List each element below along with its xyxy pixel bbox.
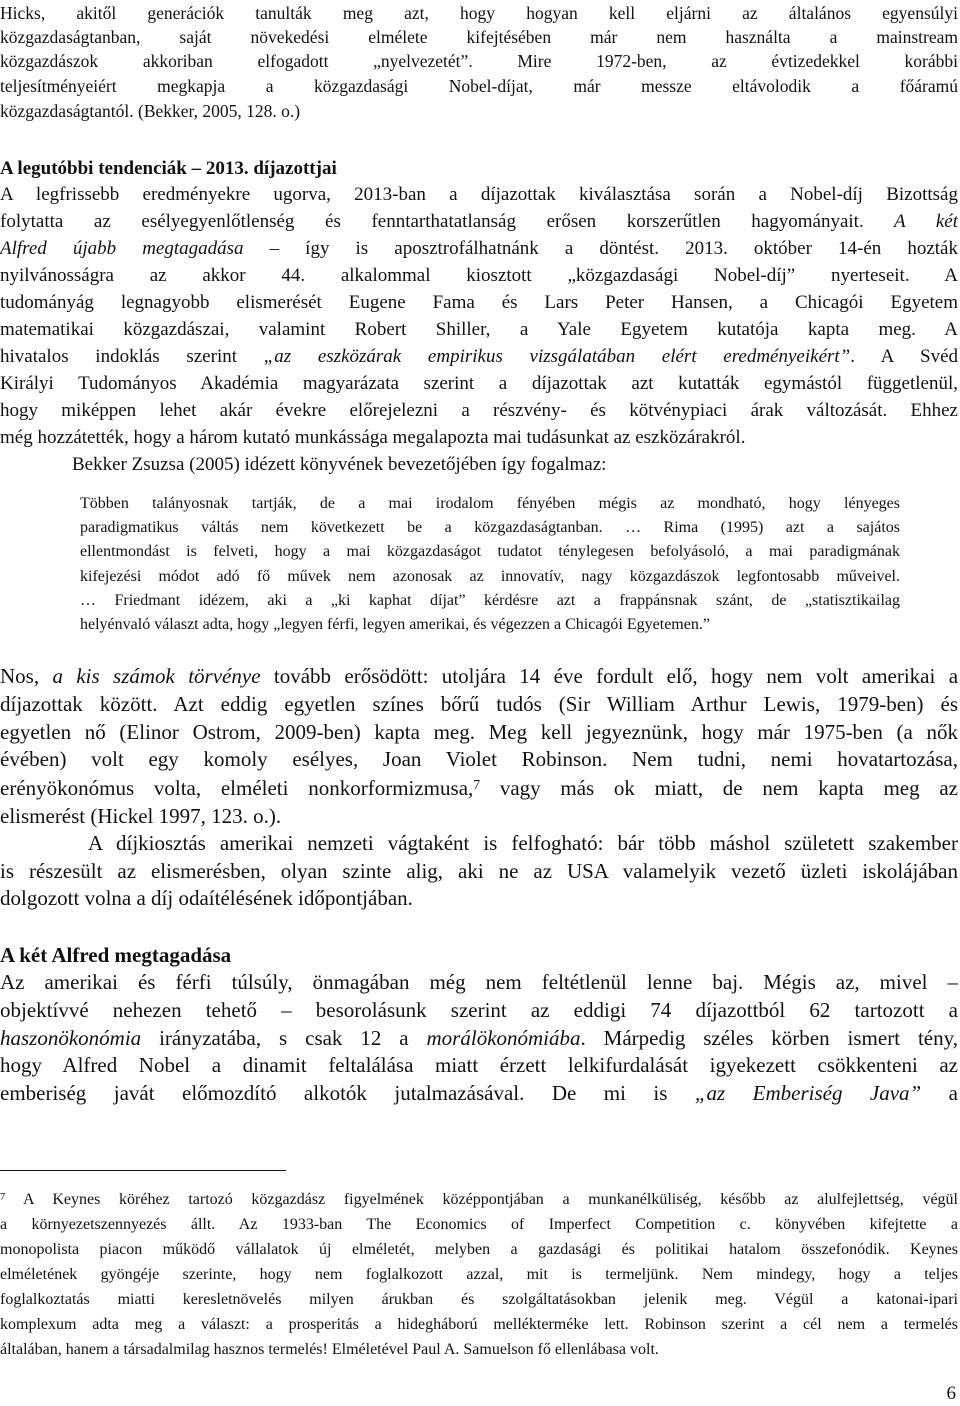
intro-line: Hicks, akitől generációk tanulták meg azt, hogy hogyan kell eljárni az általános egyensúlyi [0, 3, 958, 23]
footnote-line: általában, hanem a társadalmilag hasznos termelés! Elméletével Paul A. Samuelson fő ellenlábasa volt. [0, 1341, 659, 1358]
body-line: hivatalos indoklás szerint „az eszközárak empirikus vizsgálatában elért eredményeikért”. A Svéd [0, 346, 958, 367]
footnote-number: 7 [0, 1191, 6, 1203]
body-line: dolgozott volna a díj odaítélésének időpontjában. [0, 886, 413, 910]
body-line-indented: Bekker Zsuzsa (2005) idézett könyvének bevezetőjében így fogalmaz: [72, 454, 607, 475]
quote-line: helyénvaló választ adta, hogy „legyen férfi, legyen amerikai, és végezzen a Chicagói Egyetemen.” [80, 616, 710, 633]
body-line: Az amerikai és férfi túlsúly, önmagában még nem feltétlenül lenne baj. Mégis az, mivel – [0, 970, 958, 994]
body-line: Királyi Tudományos Akadémia magyarázata szerint a díjazottak azt kutatták egymástól függetlenül, [0, 373, 958, 394]
footnote-line: $^7$ A Keynes köréhez tartozó közgazdász figyelmének középpontjában a munkanélküliség, később az alulfejlettség, végül [0, 1191, 958, 1208]
body-line: egyetlen nő (Elinor Ostrom, 2009-ben) kapta meg. Meg kell jegyeznünk, hogy már 1975-ben (a nők [0, 720, 958, 744]
intro-line: közgazdaságtanban, saját növekedési elmélete kifejtésében már nem használta a mainstream [0, 27, 958, 47]
quote-line: … Friedmant idézem, aki a „ki kaphat díjat” kérdésre azt a frappánsnak szánt, de „statisztikailag [80, 592, 900, 609]
body-line: A legfrissebb eredményekre ugorva, 2013-ban a díjazottak kiválasztása során a Nobel-díj Bizottság [0, 184, 958, 205]
body-line: folytatta az esélyegyenlőtlenség és fenntarthatatlanság erősen korszerűtlen hagyományait. A két [0, 211, 958, 232]
footnote-line: foglalkoztatás miatti keresletnövelés milyen árukban és szolgáltatásokban jelenik meg. Végül a katonai-ipari [0, 1291, 958, 1308]
body-line: hogy miképpen lehet akár évekre előrejelezni a részvény- és kötvénypiaci árak változását. Ehhez [0, 400, 958, 421]
footnote-line: komplexum adta meg a választ: a prosperitás a hidegháború mellékterméke lett. Robinson szerint a cél nem a termelés [0, 1316, 958, 1333]
body-line: emberiség javát előmozdító alkotók jutalmazásával. De mi is „az Emberiség Java” a [0, 1081, 958, 1105]
footnote-line: a környezetszennyezés állt. Az 1933-ban The Economics of Imperfect Competition c. könyvében kifejtette a [0, 1216, 958, 1233]
body-line: matematikai közgazdászai, valamint Robert Shiller, a Yale Egyetem kutatója kapta meg. A [0, 319, 958, 340]
body-line-indented: A díjkiosztás amerikai nemzeti vágtaként is felfogható: bár több máshol született szakember [88, 831, 958, 855]
body-line: elismerést (Hickel 1997, 123. o.). [0, 804, 282, 828]
body-line: évében) volt egy komoly esélyes, Joan Violet Robinson. Nem tudni, nemi hovatartozása, [0, 747, 958, 771]
footnote-ref[interactable]: 7 [473, 777, 481, 793]
section-heading-tendenciak: A legutóbbi tendenciák – 2013. díjazottjai [0, 158, 337, 179]
footnote-line: elméletének gyöngéje szerinte, hogy nem foglalkozott azzal, mit is termeljünk. Nem mindegy, hogy a teljes [0, 1266, 958, 1283]
footnote-line: monopolista piacon működő vállalatok új elméletét, melyben a gazdasági és politikai hatalom összefonódik. Keynes [0, 1241, 958, 1258]
body-line: erényökonómus volta, elméleti nonkorformizmusa,$^7$ vagy más ok miatt, de nem kapta meg az [0, 776, 958, 800]
section-heading-ket-alfred: A két Alfred megtagadása [0, 943, 232, 967]
body-line: objektívvé nehezen tehető – besorolásunk szerint az eddigi 74 díjazottból 62 tartozott a [0, 998, 958, 1022]
intro-line: teljesítményeiért megkapja a közgazdasági Nobel-díjat, már messze eltávolodik a főáramú [0, 76, 958, 96]
body-line: tudományág legnagyobb elismerését Eugene Fama és Lars Peter Hansen, a Chicagói Egyetem [0, 292, 958, 313]
body-line: is részesült az elismerésben, olyan szinte alig, aki ne az USA valamelyik vezető üzleti iskolájában [0, 859, 958, 883]
body-line: díjazottak között. Azt eddig egyetlen színes bőrű tudós (Sir William Arthur Lewis, 1979-ben) és [0, 692, 958, 716]
intro-line: közgazdászok akkoriban elfogadott „nyelvezetét”. Mire 1972-ben, az évtizedekkel korábbi [0, 51, 958, 71]
body-line: Nos, a kis számok törvénye tovább erősödött: utoljára 14 éve fordult elő, hogy nem volt amerikai a [0, 664, 958, 688]
quote-line: ellentmondást is felveti, hogy a mai közgazdaságot tudatot ténylegesen befolyásoló, a mai paradigmának [80, 543, 900, 560]
body-line: Alfred újabb megtagadása – így is aposztrofálhatnánk a döntést. 2013. október 14-én hozták [0, 238, 958, 259]
intro-line: közgazdaságtantól. (Bekker, 2005, 128. o.) [0, 101, 301, 121]
body-line: nyilvánosságra az akkor 44. alkalommal kiosztott „közgazdasági Nobel-díj” nyerteseit. A [0, 265, 958, 286]
quote-line: paradigmatikus váltás nem következett be a közgazdaságtanban. … Rima (1995) azt a sajátos [80, 519, 900, 536]
body-line: haszonökonómia irányzatába, s csak 12 a morálökonómiába. Márpedig széles körben ismert tény, [0, 1026, 958, 1050]
page-number: 6 [946, 1383, 956, 1404]
footnote-divider [0, 1170, 286, 1171]
body-line: hogy Alfred Nobel a dinamit feltalálása miatt érzett lelkifurdalását igyekezett csökkenteni az [0, 1053, 958, 1077]
body-line: még hozzátették, hogy a három kutató munkássága megalapozta mai tudásunkat az eszközárakról. [0, 427, 746, 448]
quote-line: Többen talányosnak tartják, de a mai irodalom fényében mégis az mondható, hogy lényeges [80, 495, 900, 512]
quote-line: kifejezési módot adó fő művek nem azonosak az innovatív, nagy közgazdászok legfontosabb műveivel. [80, 568, 900, 585]
